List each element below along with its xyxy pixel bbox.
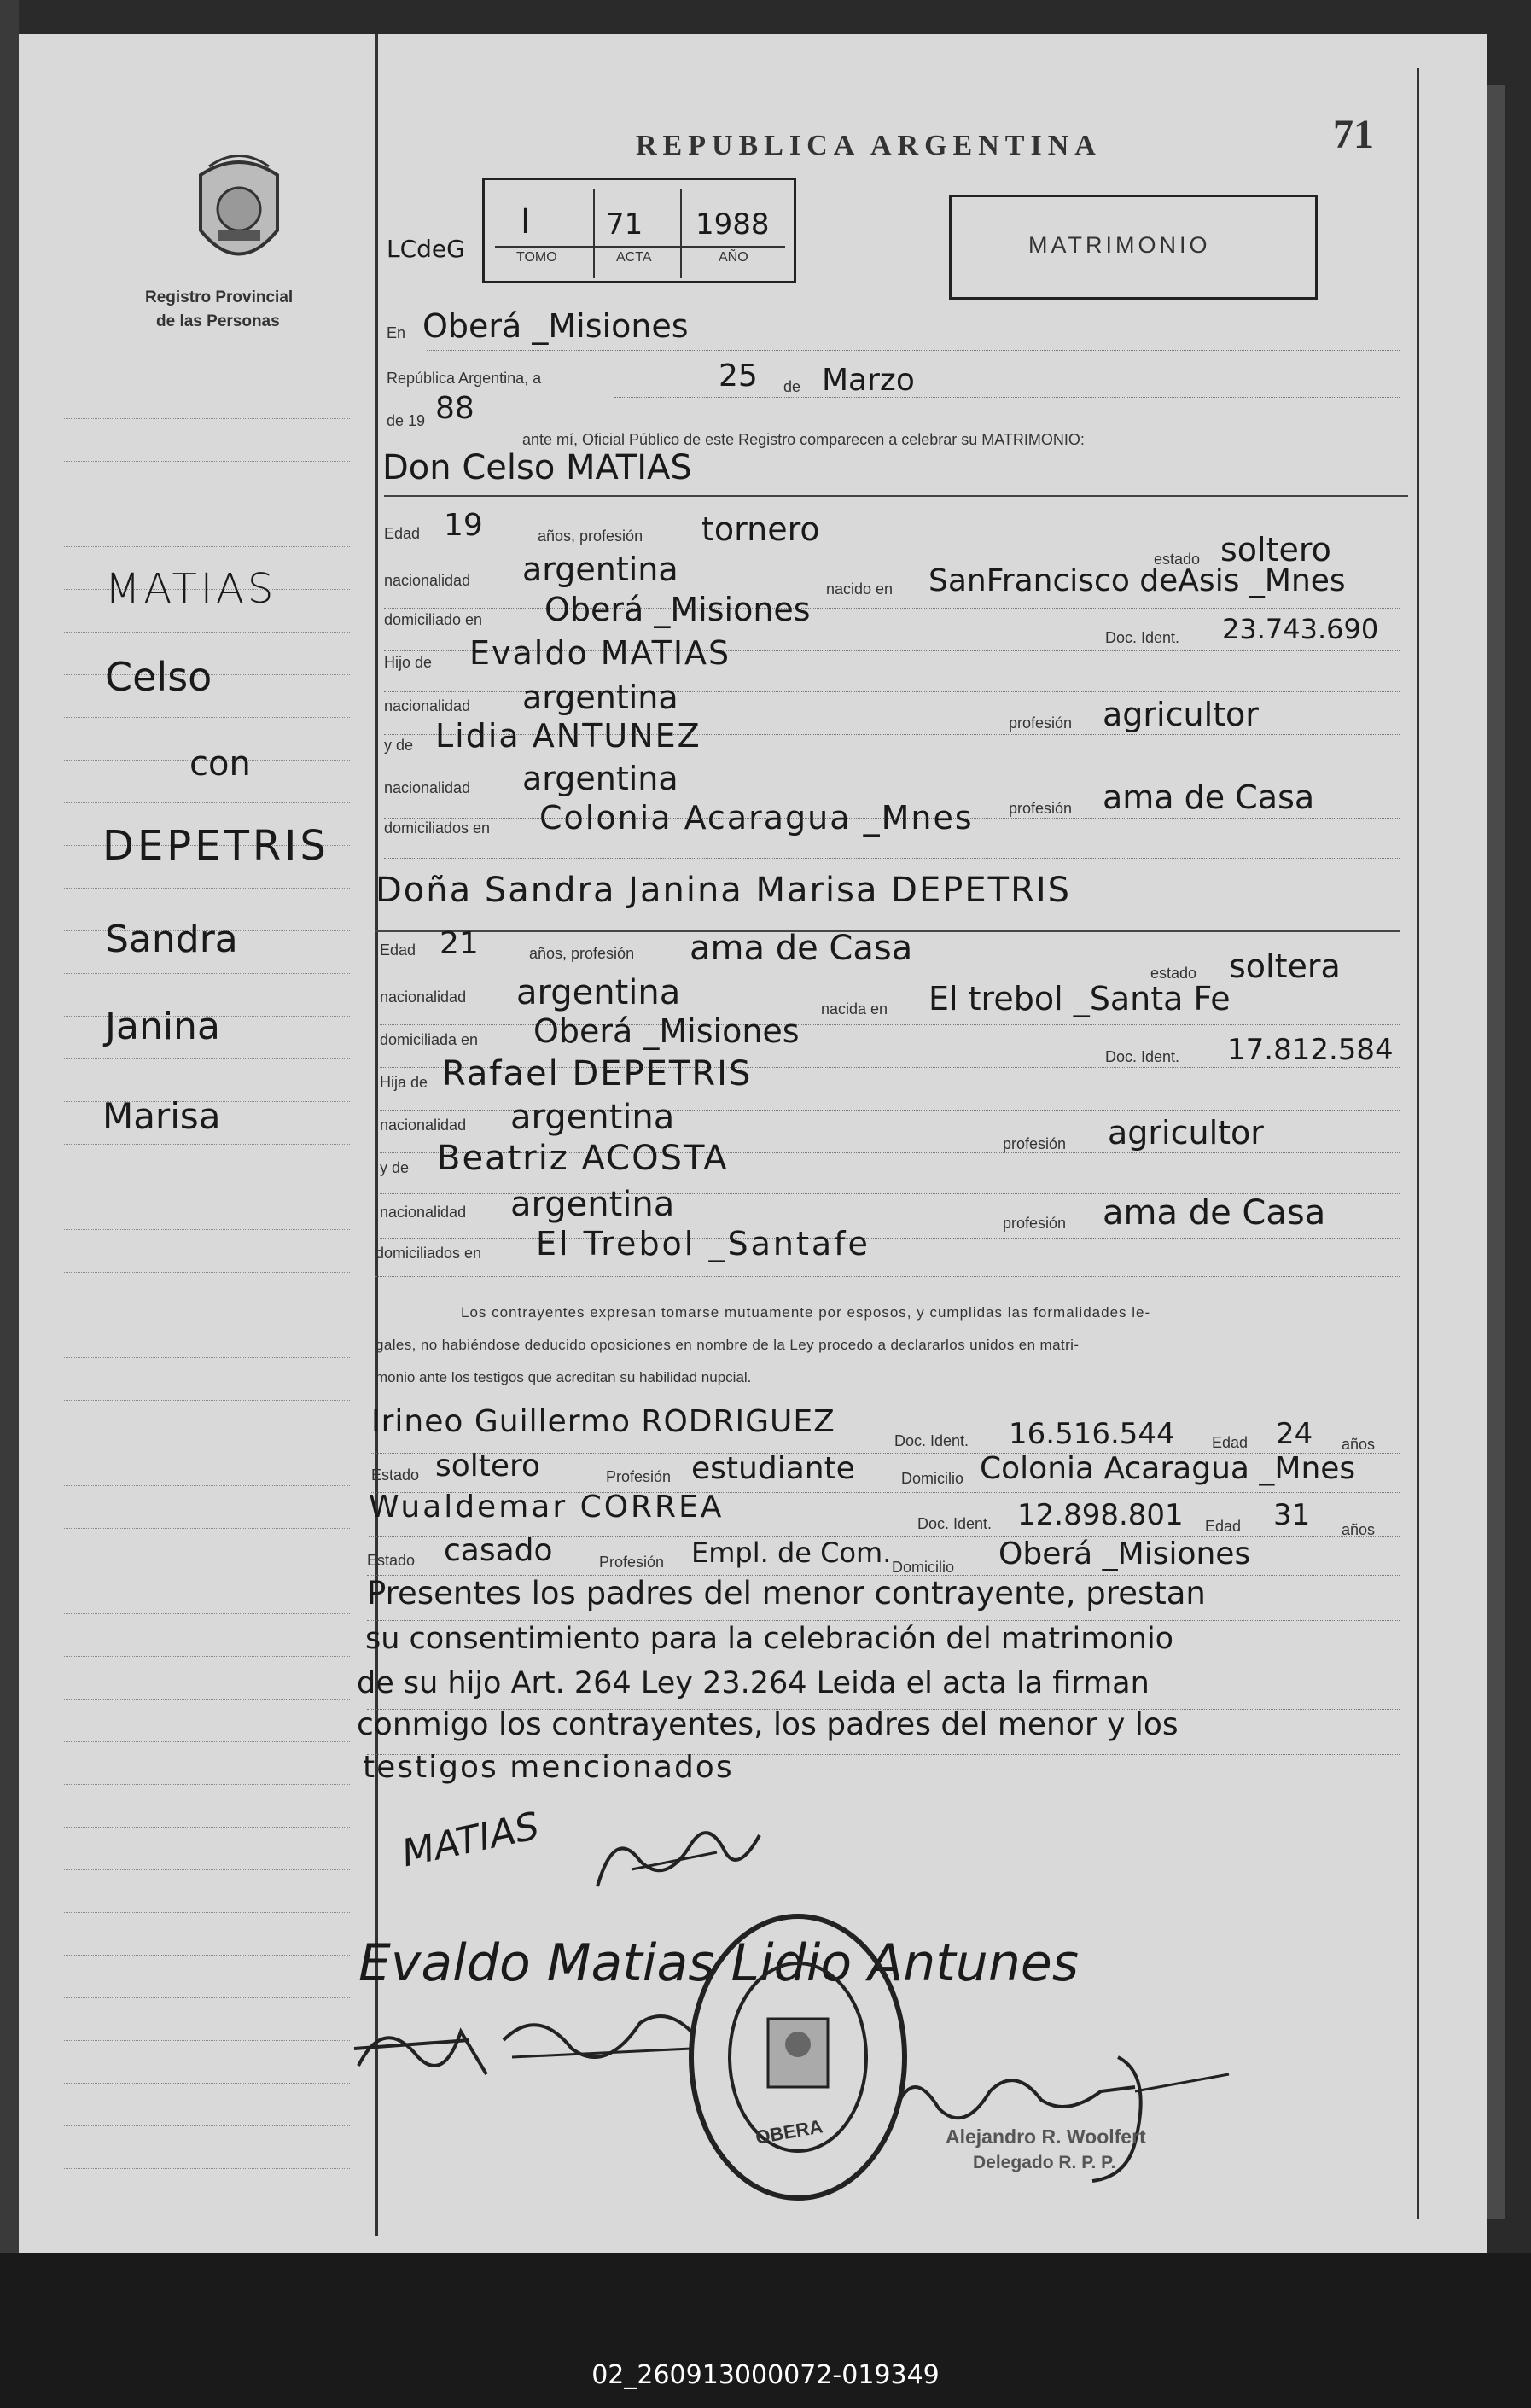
bride-profession: ama de Casa	[690, 929, 913, 968]
tomo-label: TOMO	[516, 250, 557, 265]
witness2-edad-label: Edad	[1205, 1518, 1242, 1535]
witness2-civil-status: casado	[444, 1533, 553, 1568]
bride-domiciliada-label: domiciliada en	[380, 1031, 479, 1048]
book-binding	[0, 0, 19, 2271]
bride-father-nat-label: nacionalidad	[380, 1117, 467, 1134]
note-line2: su consentimiento para la celebración del matrimonio	[365, 1622, 1174, 1656]
margin-bride-name1: Sandra	[105, 918, 238, 961]
bride-doc: 17.812.584	[1227, 1033, 1394, 1067]
margin-con: con	[189, 744, 251, 784]
republica-label: República Argentina, a	[387, 370, 542, 387]
witness2-age: 31	[1273, 1498, 1311, 1532]
box-underline	[495, 246, 785, 248]
bride-father: Rafael DEPETRIS	[442, 1054, 753, 1093]
witness2-domicile: Oberá _Misiones	[998, 1536, 1251, 1571]
groom-mother-prof-label: profesión	[1009, 800, 1073, 817]
groom-age: 19	[444, 508, 483, 543]
groom-mother-profession: ama de Casa	[1103, 778, 1315, 816]
bride-mother-prof-label: profesión	[1003, 1215, 1067, 1232]
groom-birthplace: SanFrancisco deAsis _Mnes	[928, 563, 1346, 598]
bride-anos-profesion-label: años, profesión	[529, 945, 635, 962]
line-bride-7	[380, 1238, 1400, 1239]
groom-father: Evaldo MATIAS	[469, 634, 731, 672]
bride-father-prof-label: profesión	[1003, 1135, 1067, 1152]
witness-signatures	[350, 1997, 708, 2100]
bride-mother: Beatriz ACOSTA	[437, 1139, 729, 1178]
groom-mother-nat-label: nacionalidad	[384, 779, 471, 796]
bride-mother-nationality: argentina	[510, 1185, 675, 1224]
bride-edad-label: Edad	[380, 942, 416, 959]
witness2-doc-label: Doc. Ident.	[917, 1515, 993, 1532]
ano-value: 1988	[696, 207, 770, 242]
page-edge	[1487, 85, 1505, 2219]
official-name: Alejandro R. Woolfert	[946, 2125, 1146, 2148]
witness1-anos-label: años	[1342, 1436, 1376, 1453]
witness1-doc: 16.516.544	[1009, 1417, 1175, 1451]
groom-father-nat-label: nacionalidad	[384, 697, 471, 714]
official-title: Delegado R. P. P.	[973, 2153, 1116, 2172]
groom-estado-label: estado	[1154, 551, 1201, 568]
groom-mother: Lidia ANTUNEZ	[435, 717, 701, 755]
registry-line2: de las Personas	[156, 312, 280, 330]
groom-domiciliado-label: domiciliado en	[384, 611, 483, 628]
groom-signature: MATIAS	[398, 1804, 544, 1876]
coat-of-arms-logo	[183, 149, 294, 277]
bride-name: Doña Sandra Janina Marisa DEPETRIS	[375, 871, 1072, 910]
marriage-month: Marzo	[822, 363, 915, 398]
bride-signature	[589, 1810, 768, 1895]
declaration-line2: gales, no habiéndose deducido oposiciones en nombre de la Ley procedo a declararlos unidos en matri-	[375, 1337, 1080, 1353]
intro-text: ante mí, Oficial Público de este Registro comparecen a celebrar su MATRIMONIO:	[522, 431, 1085, 448]
bride-nationality: argentina	[516, 973, 681, 1012]
margin-bride-name2: Janina	[105, 1005, 220, 1048]
witness2-profesion-label: Profesión	[599, 1554, 665, 1571]
marriage-year: 88	[435, 391, 474, 426]
witness1-domicile: Colonia Acaragua _Mnes	[980, 1451, 1356, 1486]
margin-groom-surname: MATIAS	[105, 565, 277, 613]
witness1-estado-label: Estado	[371, 1466, 420, 1484]
bride-estado-label: estado	[1150, 965, 1197, 982]
declaration-line3: monio ante los testigos que acreditan su habilidad nupcial.	[375, 1369, 752, 1385]
line-place	[427, 350, 1400, 351]
bride-mother-nat-label: nacionalidad	[380, 1204, 467, 1221]
bride-doc-label: Doc. Ident.	[1105, 1048, 1180, 1065]
witness2-profession: Empl. de Com.	[691, 1536, 892, 1569]
bride-yde-label: y de	[380, 1159, 410, 1176]
bride-hija-label: Hija de	[380, 1074, 428, 1091]
witness1-edad-label: Edad	[1212, 1434, 1249, 1451]
line-note-1	[367, 1620, 1400, 1621]
box-divider-1	[593, 189, 595, 278]
witness2-anos-label: años	[1342, 1521, 1376, 1538]
margin-divider	[375, 34, 378, 2236]
line-groom-2	[384, 608, 1400, 609]
witness2-name: Wualdemar CORREA	[369, 1490, 725, 1525]
groom-edad-label: Edad	[384, 525, 421, 542]
right-border	[1417, 68, 1419, 2219]
groom-nacido-label: nacido en	[826, 580, 894, 598]
groom-nationality: argentina	[522, 551, 678, 588]
de-label: de	[783, 378, 801, 395]
bride-father-nationality: argentina	[510, 1098, 675, 1137]
stamp-text: OBERA	[754, 2115, 824, 2149]
box-divider-2	[680, 189, 682, 278]
note-line1: Presentes los padres del menor contrayente, prestan	[367, 1575, 1206, 1612]
witness2-estado-label: Estado	[367, 1552, 416, 1569]
witness2-domicilio-label: Domicilio	[892, 1559, 955, 1576]
bride-parents-domicile: El Trebol _Santafe	[536, 1225, 870, 1262]
groom-father-prof-label: profesión	[1009, 714, 1073, 732]
marriage-place: Oberá _Misiones	[422, 307, 689, 345]
groom-parents-domicile: Colonia Acaragua _Mnes	[539, 799, 974, 837]
bride-civil-status: soltera	[1229, 947, 1341, 985]
margin-groom-name: Celso	[105, 654, 212, 700]
line-groom-name	[384, 495, 1408, 497]
groom-parents-dom-label: domiciliados en	[384, 819, 491, 837]
groom-anos-profesion-label: años, profesión	[538, 528, 643, 545]
en-label: En	[387, 324, 406, 341]
ano-label: AÑO	[719, 250, 748, 265]
marriage-day: 25	[719, 359, 758, 394]
tomo-value: I	[521, 202, 531, 242]
bride-nacida-label: nacida en	[821, 1000, 888, 1017]
witness1-name: Irineo Guillermo RODRIGUEZ	[371, 1404, 835, 1439]
document-type: MATRIMONIO	[1028, 232, 1211, 258]
note-line5: testigos mencionados	[363, 1750, 734, 1785]
acta-label: ACTA	[616, 250, 652, 265]
groom-doc-label: Doc. Ident.	[1105, 629, 1180, 646]
note-line3: de su hijo Art. 264 Ley 23.264 Leida el acta la firman	[357, 1666, 1150, 1700]
line-groom-8	[384, 858, 1400, 859]
country-title: REPUBLICA ARGENTINA	[636, 130, 1102, 161]
year-prefix: de 19	[387, 412, 426, 429]
parents-signature: Evaldo Matias Lidio Antunes	[358, 1933, 1080, 1993]
line-bride-8	[375, 1276, 1400, 1277]
bride-mother-profession: ama de Casa	[1103, 1193, 1326, 1233]
witness1-age: 24	[1276, 1417, 1313, 1451]
witness1-domicilio-label: Domicilio	[901, 1470, 964, 1487]
declaration-line1: Los contrayentes expresan tomarse mutuamente por esposos, y cumplidas las formalidades le-	[461, 1304, 1151, 1321]
witness1-civil-status: soltero	[435, 1449, 541, 1484]
acta-value: 71	[606, 207, 643, 242]
witness2-doc: 12.898.801	[1017, 1498, 1184, 1532]
witness1-profession: estudiante	[691, 1451, 855, 1486]
groom-mother-nationality: argentina	[522, 760, 678, 797]
bride-birthplace: El trebol _Santa Fe	[928, 980, 1231, 1017]
bride-father-profession: agricultor	[1108, 1114, 1264, 1152]
note-line4: conmigo los contrayentes, los padres del menor y los	[357, 1707, 1179, 1742]
witness1-profesion-label: Profesión	[606, 1468, 672, 1485]
groom-civil-status: soltero	[1220, 531, 1331, 568]
registry-line1: Registro Provincial	[145, 289, 294, 306]
witness1-doc-label: Doc. Ident.	[894, 1432, 969, 1449]
groom-doc: 23.743.690	[1222, 613, 1379, 645]
margin-bride-surname: DEPETRIS	[102, 822, 329, 870]
page-number: 71	[1333, 112, 1374, 157]
bride-domicile: Oberá _Misiones	[533, 1012, 800, 1050]
bride-parents-dom-label: domiciliados en	[375, 1245, 482, 1262]
groom-nacionalidad-label: nacionalidad	[384, 572, 471, 589]
margin-bride-name3: Marisa	[102, 1095, 221, 1137]
bride-nacionalidad-label: nacionalidad	[380, 988, 467, 1006]
groom-name: Don Celso MATIAS	[382, 448, 692, 487]
groom-father-profession: agricultor	[1103, 696, 1259, 733]
groom-domicile: Oberá _Misiones	[544, 591, 811, 628]
registry-code: LCdeG	[387, 235, 465, 263]
groom-father-nationality: argentina	[522, 679, 678, 716]
groom-hijo-label: Hijo de	[384, 654, 433, 671]
bride-age: 21	[440, 926, 479, 961]
line-date	[614, 397, 1400, 398]
groom-yde-label: y de	[384, 737, 414, 754]
groom-profession: tornero	[701, 510, 820, 548]
file-caption: 02_260913000072-019349	[591, 2360, 940, 2390]
